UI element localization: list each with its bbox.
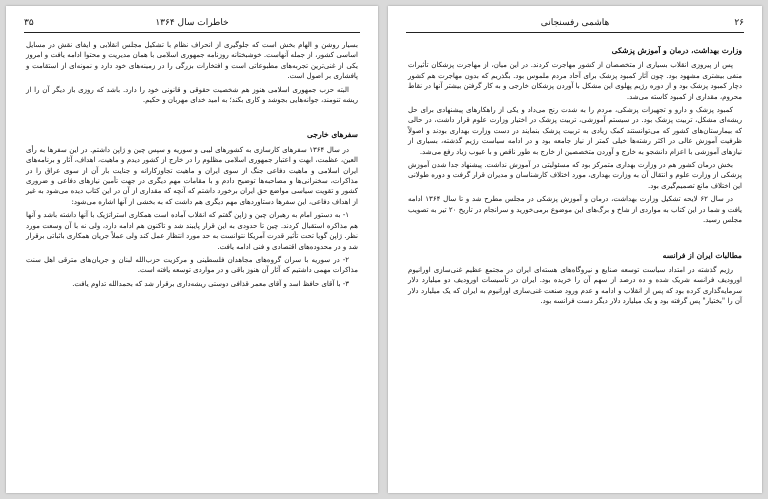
paragraph: البته حزب جمهوری اسلامی هنوز هم شخصیت حقوقی و قانونی خود را دارد. باشد که روزی باز دیگر آن را از ریشه تنومند، جوانه‌هایی بجوشد و کاری بکند؛ به امید خدای مهربان و حکیم. — [26, 85, 358, 105]
running-title: هاشمی رفسنجانی — [540, 18, 610, 28]
page-number: ۳۵ — [24, 18, 34, 28]
section-spacer — [26, 108, 358, 124]
paragraph: بخش درمان کشور هم در وزارت بهداری متمرکز بود که مسئولیتی در آموزش نداشت. پیشنهاد جدا شدن آموزش پزشکی از وزارت علوم و انتقال آن به وزارت بهداری، مورد اختلاف کارشناسان و مدیران قرار گرفت و دوره طولانی این اختلاف مانع تصمیم‌گیری بود. — [408, 161, 742, 190]
paragraph: در سال ۱۳۶۴ سفرهای کارسازی به کشورهای لیبی و سوریه و سپس چین و ژاپن داشتم. در این سفرها به رأی العین، عظمت، ابهت و اعتبار جمهوری اسلامی مظلوم را در خارج از کشور دیدم و ماهیت، اهداف، آثار و برنامه‌های ایران اسلامی و ماهیت دفاعی جنگ از سوی ایران و ماهیت تجاوزکارانه و جنایت بار آن از سوی عراق را در مذاکرات، سخنرانی‌ها و مصاحبه‌ها توضیح دادم و با مقامات مهم دیگری در جهت تأمین نیازهای دفاعی و ضروری کشور و تقویت سیاسی مواضع حق ایران برخورد داشتم که آنچه که مقداری از آن در این کتاب دیده می‌شود به غیر از اهداف دفاعی، این سفرها دستاوردهای مهم دیگری هم داشت که به بخشی از آنها اشاره می‌شود: — [26, 145, 358, 206]
running-title: خاطرات سال ۱۳۶۴ — [155, 18, 229, 28]
section-heading: سفرهای خارجی — [307, 130, 358, 140]
page-number: ۲۶ — [734, 18, 744, 28]
paragraph: ۲- در سوریه با سران گروه‌های مجاهدان فلسطینی و مرکزیت حزب‌الله لبنان و جریان‌های مترقی اهل سنت مذاکرات مهمی داشتیم که آثار آن هنوز باقی و در مواردی توسعه یافته است. — [26, 255, 358, 275]
section-heading: مطالبات ایران از فرانسه — [662, 250, 742, 260]
paragraph: بسیار روشن و الهام بخش است که جلوگیری از انحراف نظام با تشکیل مجلس انقلابی و ایفای نقش در مسایل اساسی کشور، از جمله آنهاست. خوشبختانه روزنامه جمهوری اسلامی با همان مدیریت و محتوا ادامه یافت و امروز یکی از غنی‌ترین تجربه‌های مطبوعاتی است و افتخارات بزرگی را در زمینه‌های خود دارد و نمونه‌ای از استقامت و پافشاری بر اصول است. — [26, 41, 358, 81]
page-header — [406, 18, 744, 33]
section-spacer — [408, 229, 742, 245]
page-body — [408, 40, 742, 485]
section-heading: وزارت بهداشت، درمان و آموزش پزشکی — [611, 46, 742, 55]
page-body — [26, 40, 358, 485]
right-page — [388, 6, 762, 493]
paragraph: کمبود پزشک و دارو و تجهیزات پزشکی، مردم را به شدت رنج می‌داد و یکی از راهکارهای پیشنهادی برای حل ریشه‌ای مشکل، تربیت پزشک بود. در سیستم آموزشی، تربیت پزشک در اختیار وزارت علوم قرار داشت، در حالی که بیمارستان‌های کشور که می‌توانستند کمک زیادی به تربیت پزشک بنمایند در دست وزارت بهداری بودند و اصولاً ظرفیت آموزش عالی در اکثر رشته‌ها خیلی کمتر از نیاز جامعه بود و در ادامه سیاست رژیم گذشته، بسیاری از نیازهای آموزشی با اعزام دانشجو به خارج و آوردن متخصصین از خارج به طور ناقص و با عیوب زیاد رفع می‌شد. — [408, 106, 742, 156]
paragraph: ۱- به دستور امام به رهبران چین و ژاپن گفتم که انقلاب آماده است همکاری استراتژیک با آنها داشته باشد و آنها هم مذاکره استقبال کردند. چین تا حدودی به این قرار پایبند شد و تاکنون هم ادامه دارد، ولی نه با آن وسعت مورد نظر. ژاپن گویا تحت تأثیر قدرت آمریکا نتوانست به حد مورد انتظار عمل کند ولی عملاً جریان همکاری باثباتی برقرار شد و در محدوده‌های اقتصادی و فنی ادامه یافت. — [26, 211, 358, 251]
paragraph: رژیم گذشته در امتداد سیاست توسعه صنایع و نیروگاه‌های هسته‌ای ایران در مجتمع عظیم غنی‌سازی اورانیوم اورودیف فرانسه شریک شده و ده درصد از سهم آن را خریده بود. ایران در تأسیسات اورودیف دو میلیارد دلار سرمایه‌گذاری کرده بود که پس از انقلاب و ادامه و عدم ورود صنعت غنی‌سازی اورانیوم به ایران که یک میلیارد دلار آن را "بختیار" پس گرفته بود و یک میلیارد دلار دیگر دست فرانسه بود. — [408, 265, 742, 306]
paragraph: پس از پیروزی انقلاب بسیاری از متخصصان از کشور مهاجرت کردند. در این میان، از مهاجرت پزشکان تأثیرات منفی بیشتری مشهود بود. چون آثار کمبود پزشک برای آحاد مردم ملموس بود. بگذریم که بدون مهاجرت هم کشور دچار کمبود پزشک بود و از دوره رژیم پهلوی این مشکل با آوردن پزشکان خارجی و به کار گرفتن بیشتر آنها در نقاط محروم، مقداری از کمبود کاسته می‌شد. — [408, 61, 742, 101]
paragraph: ۳- با آقای حافظ اسد و آقای معمر قذافی دوستی ریشه‌داری برقرار شد که بحمدالله تداوم یافت. — [72, 279, 349, 288]
paragraph: در سال ۶۲ لایحه تشکیل وزارت بهداشت، درمان و آموزش پزشکی در مجلس مطرح شد و تا سال ۱۳۶۴ ادامه یافت و شما در این کتاب به مواردی از شاخ و برگ‌های این موضوع برمی‌خورید و سرانجام در تاریخ ۲۰ تیر به تصویب مجلس رسید. — [408, 195, 742, 225]
page-header — [24, 18, 360, 33]
left-page — [6, 6, 378, 493]
